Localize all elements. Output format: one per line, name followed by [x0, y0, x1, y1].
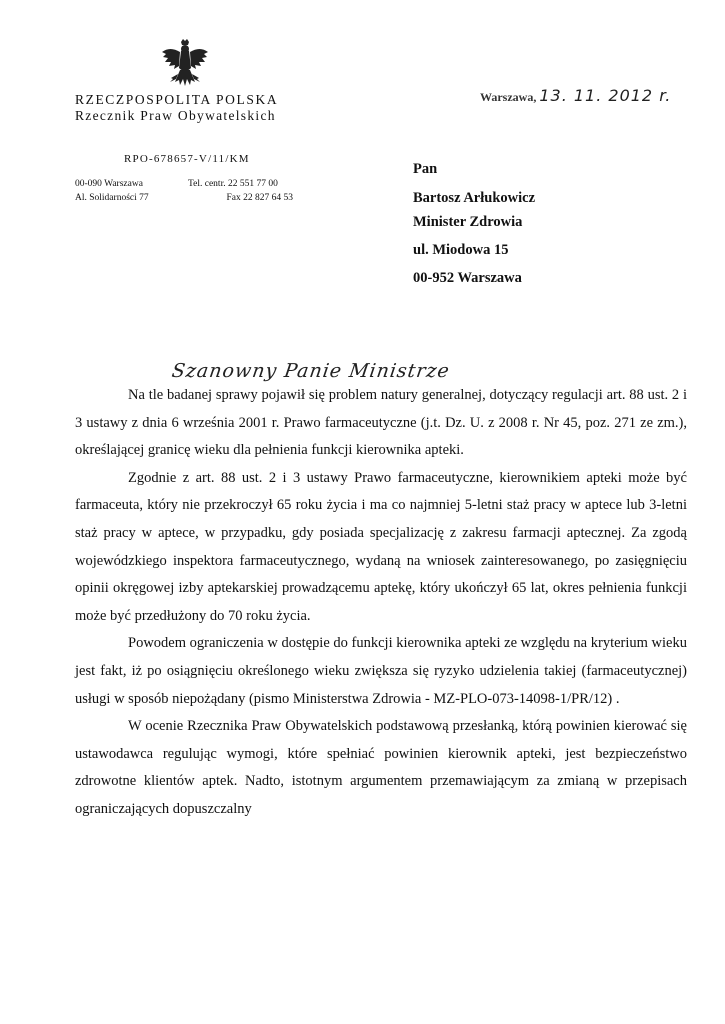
- handwritten-greeting: Szanowny Panie Ministrze: [170, 360, 452, 382]
- recipient-salutation: Pan: [413, 161, 438, 177]
- reference-number: RPO-678657-V/11/KM: [124, 153, 250, 165]
- date-line: [480, 86, 671, 105]
- institution-name: RZECZPOSPOLITA POLSKA: [75, 92, 279, 107]
- polish-eagle-emblem-icon: [160, 38, 210, 90]
- recipient-city: 00-952 Warszawa: [413, 270, 522, 286]
- recipient-title: Minister Zdrowia: [413, 214, 523, 230]
- office-name: Rzecznik Praw Obywatelskich: [75, 108, 276, 123]
- recipient-name: Bartosz Arłukowicz: [413, 190, 536, 206]
- city-label: Warszawa,: [480, 90, 537, 104]
- handwritten-date: 13. 11. 2012 r.: [539, 86, 672, 105]
- sender-postcode: 00-090 Warszawa: [75, 179, 143, 189]
- sender-street: Al. Solidarności 77: [75, 193, 149, 203]
- paragraph: Powodem ograniczenia w dostępie do funkcji kierownika apteki ze względu na kryterium wieku jest fakt, iż po osiągnięciu określonego wieku zwiększa się ryzyko udzielenia takiej (farmaceutycznej) usługi w sposób niepożądany (pismo Ministerstwa Zdrowia - MZ-PLO-073-14098-1/PR/12) .: [75, 635, 687, 707]
- recipient-street: ul. Miodowa 15: [413, 242, 509, 258]
- sender-phone: Tel. centr. 22 551 77 00: [188, 179, 278, 189]
- sender-fax: Fax 22 827 64 53: [226, 193, 293, 203]
- paragraph: Zgodnie z art. 88 ust. 2 i 3 ustawy Prawo farmaceutyczne, kierownikiem apteki może być farmaceuta, który nie przekroczył 65 roku życia i ma co najmniej 5-letni staż pracy w aptece lub 3-letni staż pracy w aptece, w przypadku, gdy posiada specjalizację z zakresu farmacji aptecznej. Za zgodą wojewódzkiego inspektora farmaceutycznego, wydaną na wniosek zainteresowanego, po zasięgnięciu opinii okręgowej izby aptekarskiej prowadzącemu aptekę, który ukończył 65 lat, okres pełnienia funkcji może być przedłużony do 70 roku życia.: [75, 469, 687, 624]
- letter-body: [75, 382, 687, 824]
- paragraph: Na tle badanej sprawy pojawił się problem natury generalnej, dotyczący regulacji art. 88 ust. 2 i 3 ustawy z dnia 6 września 2001 r. Prawo farmaceutyczne (j.t. Dz. U. z 2008 r. Nr 45, poz. 271 ze zm.), określającej granicę wieku dla pełnienia funkcji kierownika apteki.: [75, 387, 687, 459]
- paragraph: W ocenie Rzecznika Praw Obywatelskich podstawową przesłanką, którą powinien kierować się ustawodawca regulując wymogi, które spełniać powinien kierownik apteki, jest bezpieczeństwo zdrowotne klientów aptek. Nadto, istotnym argumentem przemawiającym za zmianą w przepisach ograniczających dopuszczalny: [75, 718, 687, 817]
